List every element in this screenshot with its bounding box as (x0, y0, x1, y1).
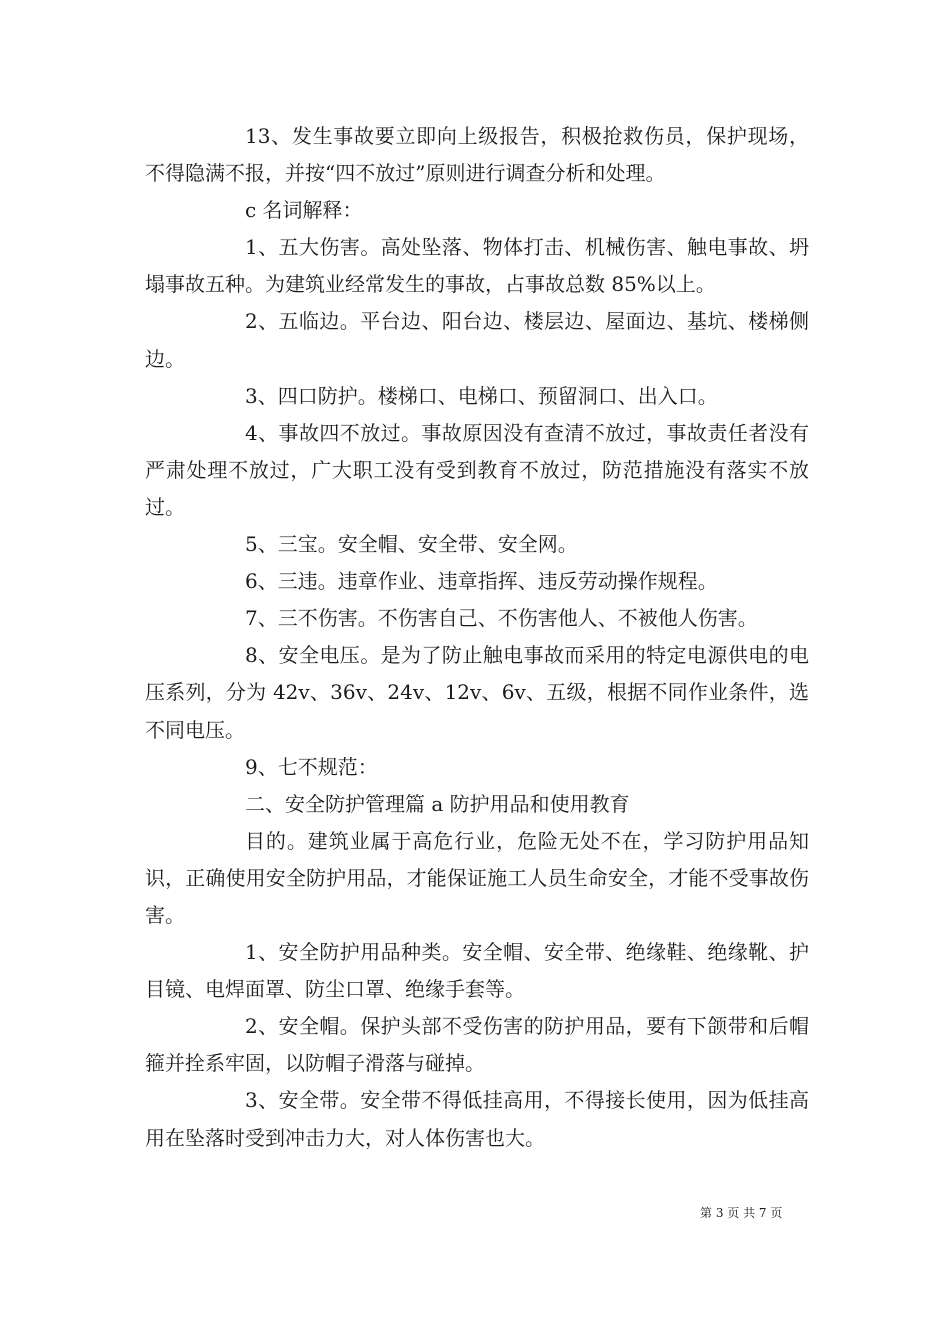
paragraph: 1、安全防护用品种类。安全帽、安全带、绝缘鞋、绝缘靴、护目镜、电焊面罩、防尘口罩、绝缘手套等。 (145, 940, 809, 1002)
paragraph: 3、四口防护。楼梯口、电梯口、预留洞口、出入口。 (245, 383, 718, 408)
section-heading: 二、安全防护管理篇 a 防护用品和使用教育 (245, 791, 630, 816)
paragraph: 13、发生事故要立即向上级报告，积极抢救伤员，保护现场，不得隐满不报，并按“四不放过”原则进行调查分析和处理。 (145, 124, 809, 186)
paragraph: 3、安全带。安全带不得低挂高用，不得接长使用，因为低挂高用在坠落时受到冲击力大，对人体伤害也大。 (145, 1088, 809, 1150)
paragraph: c 名词解释： (245, 198, 363, 223)
page-number-footer: 第 3 页 共 7 页 (700, 1206, 783, 1220)
paragraph: 9、七不规范： (245, 754, 378, 779)
paragraph: 8、安全电压。是为了防止触电事故而采用的特定电源供电的电压系列，分为 42v、36v、24v、12v、6v、五级，根据不同作业条件，选不同电压。 (145, 643, 809, 742)
paragraph: 4、事故四不放过。事故原因没有查清不放过，事故责任者没有严肃处理不放过，广大职工没有受到教育不放过，防范措施没有落实不放过。 (145, 420, 809, 519)
paragraph: 2、安全帽。保护头部不受伤害的防护用品，要有下颌带和后帽箍并拴系牢固，以防帽子滑落与碰掉。 (145, 1014, 809, 1076)
paragraph: 5、三宝。安全帽、安全带、安全网。 (245, 532, 578, 557)
paragraph: 6、三违。违章作业、违章指挥、违反劳动操作规程。 (245, 569, 718, 594)
paragraph: 1、五大伤害。高处坠落、物体打击、机械伤害、触电事故、坍塌事故五种。为建筑业经常发生的事故，占事故总数 85%以上。 (145, 235, 809, 297)
paragraph: 2、五临边。平台边、阳台边、楼层边、屋面边、基坑、楼梯侧边。 (145, 309, 809, 371)
body-text (145, 118, 809, 1157)
paragraph: 7、三不伤害。不伤害自己、不伤害他人、不被他人伤害。 (245, 606, 758, 631)
paragraph: 目的。建筑业属于高危行业，危险无处不在，学习防护用品知识，正确使用安全防护用品，才能保证施工人员生命安全，才能不受事故伤害。 (145, 828, 809, 927)
